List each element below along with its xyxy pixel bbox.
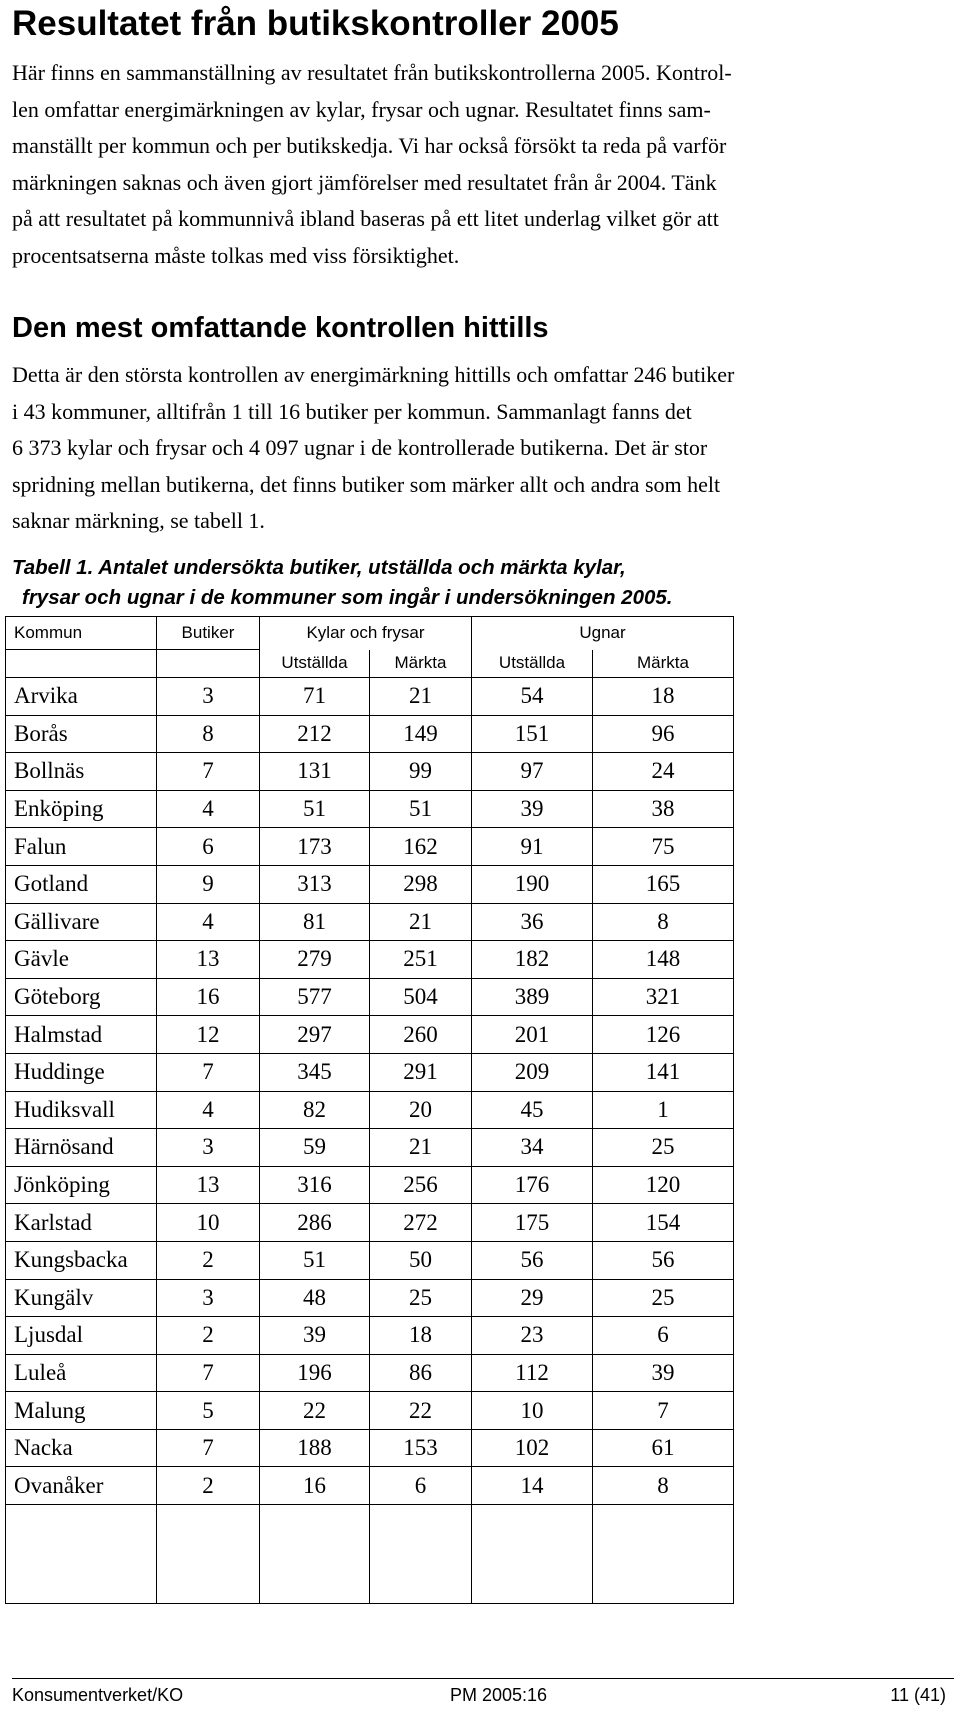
- header-kylar-och-frysar: Kylar och frysar: [260, 617, 472, 650]
- cell-kommun: Huddinge: [6, 1053, 157, 1091]
- cell-kylar-markta: 25: [370, 1279, 472, 1317]
- table-row: [6, 1166, 734, 1204]
- cell-kommun: Göteborg: [6, 978, 157, 1016]
- cell-butiker: 7: [157, 1053, 260, 1091]
- cell-kylar-markta: 291: [370, 1053, 472, 1091]
- cell-kylar-markta: 86: [370, 1354, 472, 1392]
- section-paragraph: [12, 357, 734, 540]
- cell-ugnar-utstallda: 102: [472, 1429, 593, 1467]
- table-empty-row: [6, 1505, 734, 1604]
- table-row: [6, 1091, 734, 1129]
- cell-kommun: Falun: [6, 828, 157, 866]
- cell-ugnar-markta: 7: [593, 1392, 734, 1430]
- cell-ugnar-markta: 8: [593, 903, 734, 941]
- cell-kommun: Gävle: [6, 941, 157, 979]
- footer-rule: [12, 1678, 954, 1679]
- cell-ugnar-markta: 141: [593, 1053, 734, 1091]
- section-line: spridning mellan butikerna, det finns butiker som märker allt och andra som helt: [12, 471, 721, 497]
- cell-kylar-utstallda: 48: [260, 1279, 370, 1317]
- footer-page-number: 11 (41): [890, 1685, 946, 1705]
- subheader-ugnar-utstallda: Utställda: [472, 650, 593, 678]
- cell-ugnar-markta: 126: [593, 1016, 734, 1054]
- section-line: Detta är den största kontrollen av energimärkning hittills och omfattar 246 butiker: [12, 362, 735, 387]
- cell-kylar-utstallda: 131: [260, 753, 370, 791]
- section-line: i 43 kommuner, alltifrån 1 till 16 butiker per kommun. Sammanlagt fanns det: [12, 398, 692, 424]
- cell-kommun: Ljusdal: [6, 1317, 157, 1355]
- subheader-ugnar-markta: Märkta: [593, 650, 734, 678]
- cell-ugnar-utstallda: 209: [472, 1053, 593, 1091]
- empty-cell: [6, 1505, 157, 1604]
- cell-ugnar-utstallda: 97: [472, 753, 593, 791]
- subheader-kylar-utstallda: Utställda: [260, 650, 370, 678]
- cell-kommun: Hudiksvall: [6, 1091, 157, 1129]
- cell-kylar-utstallda: 59: [260, 1129, 370, 1167]
- table-row: [6, 1392, 734, 1430]
- cell-ugnar-markta: 25: [593, 1279, 734, 1317]
- table-row: [6, 1204, 734, 1242]
- intro-paragraph: [12, 55, 732, 274]
- cell-kylar-markta: 260: [370, 1016, 472, 1054]
- cell-ugnar-utstallda: 36: [472, 903, 593, 941]
- cell-butiker: 4: [157, 1091, 260, 1129]
- table-row: [6, 1279, 734, 1317]
- cell-kylar-markta: 99: [370, 753, 472, 791]
- table-subheader-row: [6, 650, 734, 678]
- cell-ugnar-markta: 6: [593, 1317, 734, 1355]
- cell-kylar-utstallda: 577: [260, 978, 370, 1016]
- cell-kommun: Ovanåker: [6, 1467, 157, 1505]
- table-row: [6, 1129, 734, 1167]
- cell-butiker: 12: [157, 1016, 260, 1054]
- cell-ugnar-utstallda: 176: [472, 1166, 593, 1204]
- cell-ugnar-utstallda: 175: [472, 1204, 593, 1242]
- subheader-empty: [157, 650, 260, 678]
- cell-ugnar-markta: 1: [593, 1091, 734, 1129]
- cell-ugnar-markta: 18: [593, 678, 734, 716]
- cell-kylar-utstallda: 345: [260, 1053, 370, 1091]
- cell-kommun: Enköping: [6, 790, 157, 828]
- empty-cell: [593, 1505, 734, 1604]
- cell-butiker: 4: [157, 903, 260, 941]
- cell-ugnar-markta: 25: [593, 1129, 734, 1167]
- page-title: Resultatet från butikskontroller 2005: [12, 4, 619, 43]
- cell-ugnar-markta: 148: [593, 941, 734, 979]
- cell-ugnar-markta: 24: [593, 753, 734, 791]
- cell-kylar-utstallda: 188: [260, 1429, 370, 1467]
- cell-kylar-utstallda: 39: [260, 1317, 370, 1355]
- cell-ugnar-markta: 38: [593, 790, 734, 828]
- cell-kylar-markta: 22: [370, 1392, 472, 1430]
- cell-kommun: Karlstad: [6, 1204, 157, 1242]
- table-body: [6, 678, 734, 1604]
- cell-kommun: Jönköping: [6, 1166, 157, 1204]
- empty-cell: [472, 1505, 593, 1604]
- subheader-empty: [6, 650, 157, 678]
- cell-butiker: 7: [157, 1354, 260, 1392]
- cell-butiker: 3: [157, 678, 260, 716]
- header-butiker: Butiker: [157, 617, 260, 650]
- table-row: [6, 1467, 734, 1505]
- cell-ugnar-markta: 56: [593, 1241, 734, 1279]
- cell-kommun: Luleå: [6, 1354, 157, 1392]
- cell-kylar-markta: 272: [370, 1204, 472, 1242]
- cell-ugnar-markta: 61: [593, 1429, 734, 1467]
- cell-kylar-markta: 20: [370, 1091, 472, 1129]
- cell-kommun: Gotland: [6, 865, 157, 903]
- cell-kylar-utstallda: 313: [260, 865, 370, 903]
- cell-kylar-markta: 298: [370, 865, 472, 903]
- footer-document-id: PM 2005:16: [450, 1685, 548, 1705]
- cell-butiker: 2: [157, 1317, 260, 1355]
- cell-kylar-utstallda: 212: [260, 715, 370, 753]
- cell-kylar-markta: 51: [370, 790, 472, 828]
- cell-butiker: 2: [157, 1467, 260, 1505]
- cell-ugnar-utstallda: 10: [472, 1392, 593, 1430]
- table-row: [6, 1317, 734, 1355]
- cell-kylar-utstallda: 51: [260, 790, 370, 828]
- intro-line: på att resultatet på kommunnivå ibland baseras på ett litet underlag vilket gör att: [12, 206, 719, 231]
- cell-butiker: 3: [157, 1129, 260, 1167]
- cell-butiker: 13: [157, 941, 260, 979]
- cell-kommun: Arvika: [6, 678, 157, 716]
- empty-cell: [157, 1505, 260, 1604]
- section-line: 6 373 kylar och frysar och 4 097 ugnar i de kontrollerade butikerna. Det är stor: [12, 435, 708, 460]
- cell-kylar-markta: 21: [370, 1129, 472, 1167]
- section-line: saknar märkning, se tabell 1.: [12, 508, 265, 533]
- cell-ugnar-utstallda: 151: [472, 715, 593, 753]
- cell-ugnar-utstallda: 54: [472, 678, 593, 716]
- empty-cell: [370, 1505, 472, 1604]
- table-row: [6, 941, 734, 979]
- cell-kylar-markta: 162: [370, 828, 472, 866]
- cell-kommun: Halmstad: [6, 1016, 157, 1054]
- cell-kylar-utstallda: 297: [260, 1016, 370, 1054]
- cell-kylar-markta: 21: [370, 678, 472, 716]
- cell-butiker: 16: [157, 978, 260, 1016]
- table-row: [6, 1053, 734, 1091]
- footer-publisher: Konsumentverket/KO: [12, 1685, 184, 1705]
- cell-ugnar-markta: 120: [593, 1166, 734, 1204]
- cell-kylar-utstallda: 16: [260, 1467, 370, 1505]
- results-table: [5, 616, 734, 1604]
- cell-ugnar-utstallda: 91: [472, 828, 593, 866]
- section-heading: Den mest omfattande kontrollen hittills: [12, 312, 549, 344]
- intro-line: Här finns en sammanställning av resultatet från butikskontrollerna 2005. Kontrol-: [12, 60, 732, 85]
- intro-line: märkningen saknas och även gjort jämförelser med resultatet från år 2004. Tänk: [12, 169, 717, 195]
- table-caption: [12, 553, 672, 613]
- cell-kylar-markta: 153: [370, 1429, 472, 1467]
- cell-ugnar-utstallda: 112: [472, 1354, 593, 1392]
- cell-butiker: 6: [157, 828, 260, 866]
- cell-kylar-utstallda: 316: [260, 1166, 370, 1204]
- cell-ugnar-markta: 8: [593, 1467, 734, 1505]
- cell-ugnar-markta: 165: [593, 865, 734, 903]
- cell-butiker: 2: [157, 1241, 260, 1279]
- intro-line: len omfattar energimärkningen av kylar, frysar och ugnar. Resultatet finns sam-: [12, 96, 711, 122]
- header-ugnar: Ugnar: [472, 617, 734, 650]
- cell-kylar-utstallda: 286: [260, 1204, 370, 1242]
- cell-ugnar-utstallda: 182: [472, 941, 593, 979]
- cell-kylar-utstallda: 22: [260, 1392, 370, 1430]
- cell-kommun: Bollnäs: [6, 753, 157, 791]
- cell-ugnar-utstallda: 23: [472, 1317, 593, 1355]
- table-row: [6, 1241, 734, 1279]
- table-row: [6, 678, 734, 716]
- cell-ugnar-utstallda: 45: [472, 1091, 593, 1129]
- cell-butiker: 5: [157, 1392, 260, 1430]
- cell-kommun: Härnösand: [6, 1129, 157, 1167]
- caption-line: Tabell 1. Antalet undersökta butiker, utställda och märkta kylar,: [12, 556, 626, 579]
- header-kommun: Kommun: [6, 617, 157, 650]
- cell-butiker: 9: [157, 865, 260, 903]
- cell-butiker: 7: [157, 753, 260, 791]
- table-row: [6, 1016, 734, 1054]
- table-row: [6, 978, 734, 1016]
- cell-kylar-markta: 6: [370, 1467, 472, 1505]
- table-row: [6, 865, 734, 903]
- cell-kylar-markta: 50: [370, 1241, 472, 1279]
- cell-ugnar-utstallda: 389: [472, 978, 593, 1016]
- table-row: [6, 903, 734, 941]
- table-row: [6, 715, 734, 753]
- cell-kylar-utstallda: 196: [260, 1354, 370, 1392]
- cell-butiker: 7: [157, 1429, 260, 1467]
- cell-ugnar-markta: 75: [593, 828, 734, 866]
- intro-line: manställt per kommun och per butikskedja. Vi har också försökt ta reda på varför: [12, 133, 727, 158]
- cell-kylar-utstallda: 82: [260, 1091, 370, 1129]
- cell-kylar-markta: 251: [370, 941, 472, 979]
- caption-line: frysar och ugnar i de kommuner som ingår i undersökningen 2005.: [22, 586, 673, 609]
- cell-ugnar-utstallda: 201: [472, 1016, 593, 1054]
- empty-cell: [260, 1505, 370, 1604]
- cell-kylar-markta: 21: [370, 903, 472, 941]
- cell-ugnar-utstallda: 56: [472, 1241, 593, 1279]
- cell-ugnar-utstallda: 39: [472, 790, 593, 828]
- cell-ugnar-utstallda: 34: [472, 1129, 593, 1167]
- cell-kommun: Kungsbacka: [6, 1241, 157, 1279]
- cell-butiker: 3: [157, 1279, 260, 1317]
- cell-butiker: 13: [157, 1166, 260, 1204]
- cell-kommun: Malung: [6, 1392, 157, 1430]
- cell-kylar-markta: 504: [370, 978, 472, 1016]
- cell-kylar-utstallda: 279: [260, 941, 370, 979]
- cell-butiker: 8: [157, 715, 260, 753]
- cell-kylar-markta: 256: [370, 1166, 472, 1204]
- subheader-kylar-markta: Märkta: [370, 650, 472, 678]
- table-header-row: [6, 617, 734, 650]
- intro-line: procentsatserna måste tolkas med viss försiktighet.: [12, 242, 460, 268]
- cell-kylar-utstallda: 71: [260, 678, 370, 716]
- cell-ugnar-markta: 154: [593, 1204, 734, 1242]
- table-row: [6, 790, 734, 828]
- cell-kylar-markta: 18: [370, 1317, 472, 1355]
- cell-butiker: 4: [157, 790, 260, 828]
- cell-kommun: Borås: [6, 715, 157, 753]
- cell-kylar-utstallda: 173: [260, 828, 370, 866]
- cell-ugnar-utstallda: 190: [472, 865, 593, 903]
- table-row: [6, 1429, 734, 1467]
- cell-kylar-utstallda: 81: [260, 903, 370, 941]
- cell-ugnar-markta: 96: [593, 715, 734, 753]
- table-row: [6, 828, 734, 866]
- cell-ugnar-utstallda: 29: [472, 1279, 593, 1317]
- cell-ugnar-markta: 321: [593, 978, 734, 1016]
- cell-kommun: Gällivare: [6, 903, 157, 941]
- cell-kommun: Kungälv: [6, 1279, 157, 1317]
- cell-kylar-utstallda: 51: [260, 1241, 370, 1279]
- cell-kommun: Nacka: [6, 1429, 157, 1467]
- cell-ugnar-markta: 39: [593, 1354, 734, 1392]
- table-row: [6, 753, 734, 791]
- cell-butiker: 10: [157, 1204, 260, 1242]
- cell-kylar-markta: 149: [370, 715, 472, 753]
- cell-ugnar-utstallda: 14: [472, 1467, 593, 1505]
- table-row: [6, 1354, 734, 1392]
